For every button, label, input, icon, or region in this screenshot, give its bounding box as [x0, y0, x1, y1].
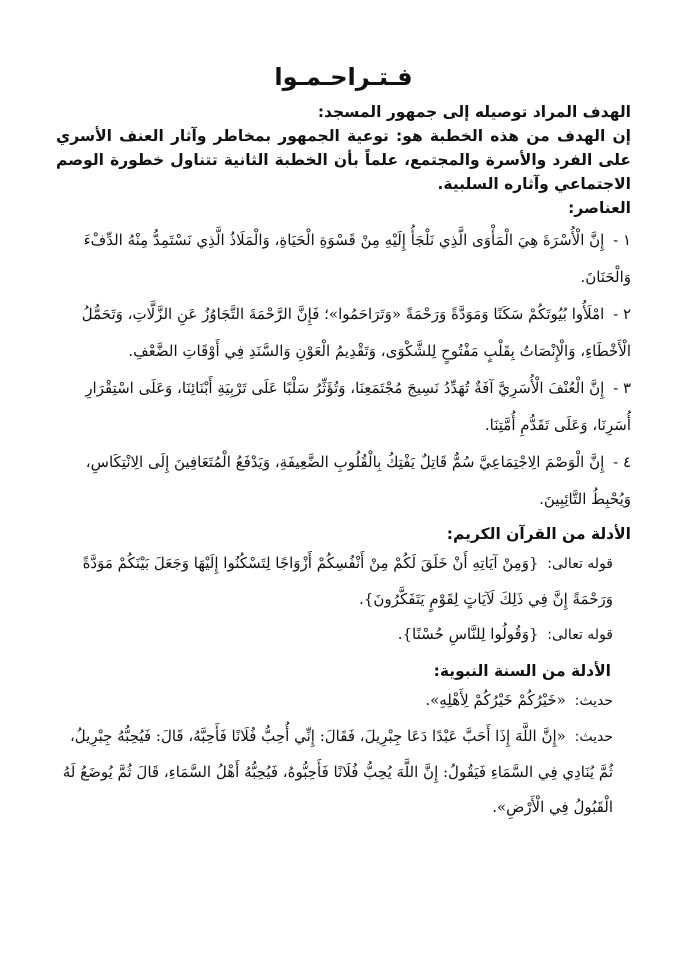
list-item-text: إِنَّ الْوَصْمَ الِاجْتِمَاعِيَّ سُمٌّ قَاتِلٌ يَفْتِكُ بِالْقُلُوبِ الضَّعِيفَةِ، وَيَدْفَعُ الْمُتَعَافِينَ إِلَى الِانْتِكَاسِ، وَيُحْبِطُ التَّائِبِينَ. [85, 453, 631, 508]
quote-intro: حديث: [574, 729, 613, 745]
quote-text: «إِنَّ اللَّهَ إِذَا أَحَبَّ عَبْدًا دَعَا جِبْرِيلَ، فَقَالَ: إِنِّي أُحِبُّ فُلَانًا فَأَحِبَّهُ، قَالَ: فَيُحِبُّهُ جِبْرِيلُ، ثُمَّ يُنَادِي فِي السَّمَاءِ فَيَقُولُ: إِنَّ اللَّهَ يُحِبُّ فُلَانًا فَأَحِبُّوهُ، فَيُحِبُّهُ أَهْلُ السَّمَاءِ، قَالَ ثُمَّ يُوضَعُ لَهُ الْقَبُولُ فِي الْأَرْضِ». [62, 727, 613, 816]
quote-text: «خَيْرُكُمْ خَيْرُكُمْ لِأَهْلِهِ». [425, 691, 566, 709]
goal-text: إن الهدف من هذه الخطبة هو: توعية الجمهور بمخاطر وآثار العنف الأسري على الفرد والأسرة والمجتمع، علماً بأن الخطبة الثانية تتناول خطورة الوصم الاجتماعي وآثاره السلبية. [56, 127, 631, 193]
list-item-number: ٣ - [613, 379, 631, 397]
list-item-text: امْلَأُوا بُيُوتَكُمْ سَكَنًا وَمَوَدَّةً وَرَحْمَةً «وَتَرَاحَمُوا»؛ فَإِنَّ الرَّحْمَةَ التَّجَاوُزُ عَنِ الزَّلَّاتِ، وَتَحَمُّلُ الْأَخْطَاءِ، وَالْإِنْصَاتُ بِقَلْبٍ مَفْتُوحٍ لِلشَّكْوَى، وَتَقْدِيمُ الْعَوْنِ وَالسَّنَدِ فِي أَوْقَاتِ الضَّعْفِ. [81, 305, 631, 360]
list-item [56, 444, 631, 518]
hadith-quote [56, 683, 631, 719]
goal-heading: الهدف المراد توصيله إلى جمهور المسجد: [317, 103, 631, 121]
list-item [56, 222, 631, 296]
quran-quote [56, 617, 631, 653]
quran-quote [56, 546, 631, 617]
list-item-text: إِنَّ الْأُسْرَةَ هِيَ الْمَأْوَى الَّذِي نَلْجَأُ إِلَيْهِ مِنْ قَسْوَةِ الْحَيَاةِ، وَالْمَلَاذُ الَّذِي نَسْتَمِدُّ مِنْهُ الدِّفْءَ وَالْحَنَانَ. [83, 231, 631, 286]
quote-intro: قوله تعالى: [547, 556, 613, 572]
quote-intro: قوله تعالى: [547, 627, 613, 643]
sunnah-heading: الأدلة من السنة النبوية: [433, 662, 611, 680]
list-item-number: ١ - [613, 231, 631, 249]
quran-heading: الأدلة من القرآن الكريم: [446, 525, 631, 543]
list-item [56, 370, 631, 444]
list-item-number: ٢ - [613, 305, 631, 323]
quote-text: {وَقُولُوا لِلنَّاسِ حُسْنًا}. [397, 625, 539, 643]
hadith-quote [56, 719, 631, 825]
elements-list [56, 222, 631, 518]
list-item-text: إِنَّ الْعُنْفَ الْأُسَرِيَّ آفَةٌ تُهَدِّدُ نَسِيجَ مُجْتَمَعِنَا، وَتُؤَثِّرُ سَلْبًا عَلَى تَرْبِيَةِ أَبْنَائِنَا، وَعَلَى اسْتِقْرَارِ أُسَرِنَا، وَعَلَى تَقَدُّمِ أُمَّتِنَا. [85, 379, 631, 434]
quote-text: {وَمِنْ آيَاتِهِ أَنْ خَلَقَ لَكُمْ مِنْ أَنْفُسِكُمْ أَزْوَاجًا لِتَسْكُنُوا إِلَيْهَا وَجَعَلَ بَيْنَكُمْ مَوَدَّةً وَرَحْمَةً إِنَّ فِي ذَلِكَ لَآيَاتٍ لِقَوْمٍ يَتَفَكَّرُونَ}. [82, 554, 613, 608]
list-item [56, 296, 631, 370]
list-item-number: ٤ - [613, 453, 631, 471]
elements-heading: العناصر: [568, 199, 631, 217]
page-title: فـتـراحـمـوا [274, 63, 413, 91]
quote-intro: حديث: [574, 693, 613, 709]
